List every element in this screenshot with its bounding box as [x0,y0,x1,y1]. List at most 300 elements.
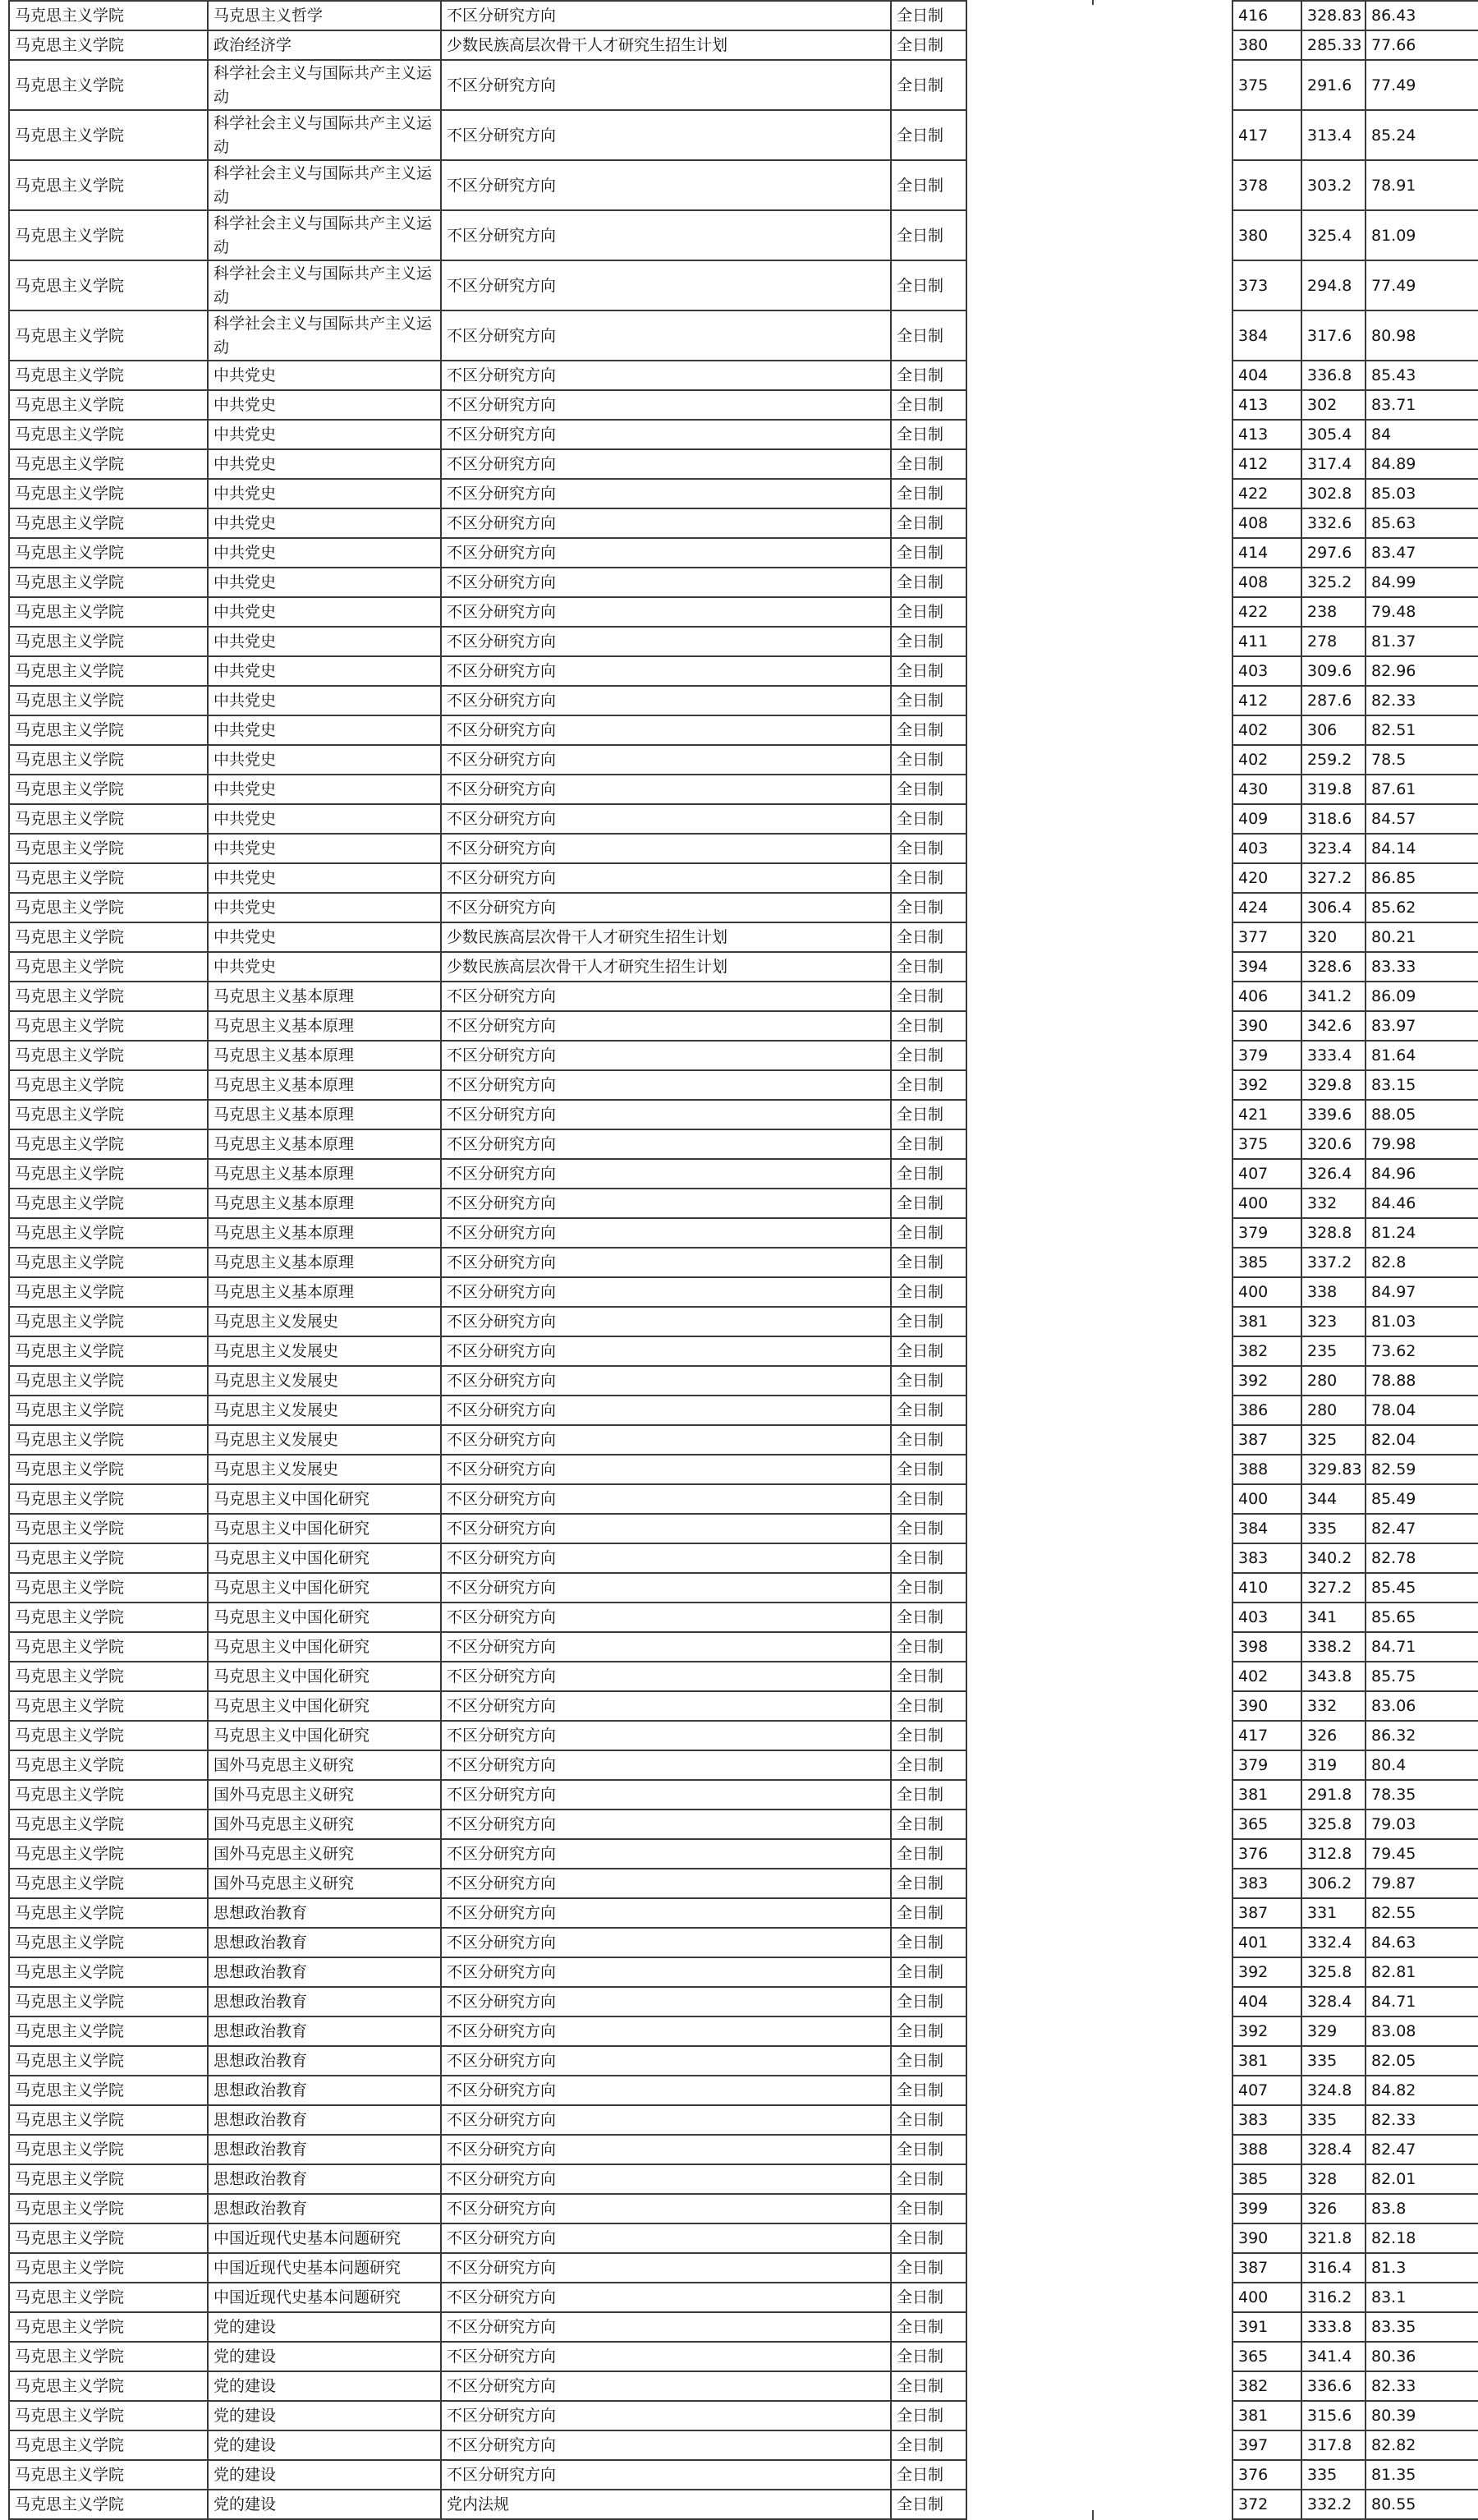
table-row [9,310,966,361]
direction-cell: 不区分研究方向 [441,1159,891,1189]
table-row [1232,2283,1478,2312]
major-cell: 党的建设 [208,2401,441,2430]
final-score-cell: 79.48 [1366,597,1478,627]
initial-score-cell: 235 [1301,1336,1366,1366]
total-score-cell: 380 [1232,30,1301,60]
direction-cell: 不区分研究方向 [441,1248,891,1277]
table-row [1232,1100,1478,1129]
final-score-cell: 86.32 [1366,1721,1478,1750]
initial-score-cell: 339.6 [1301,1100,1366,1129]
college-cell: 马克思主义学院 [9,1484,208,1514]
college-cell: 马克思主义学院 [9,1218,208,1248]
final-score-cell: 85.24 [1366,110,1478,160]
left-data-table [8,0,967,2520]
initial-score-cell: 335 [1301,2105,1366,2135]
major-cell: 国外马克思主义研究 [208,1839,441,1869]
table-row [1232,1810,1478,1839]
study-mode-cell: 全日制 [891,538,966,568]
total-score-cell: 409 [1232,804,1301,834]
table-row [9,2312,966,2342]
study-mode-cell: 全日制 [891,420,966,449]
major-cell: 国外马克思主义研究 [208,1780,441,1810]
initial-score-cell: 323 [1301,1307,1366,1336]
college-cell: 马克思主义学院 [9,1189,208,1218]
direction-cell: 不区分研究方向 [441,1277,891,1307]
direction-cell: 不区分研究方向 [441,1425,891,1455]
college-cell: 马克思主义学院 [9,1721,208,1750]
major-cell: 中共党史 [208,922,441,952]
major-cell: 思想政治教育 [208,1898,441,1928]
final-score-cell: 83.33 [1366,952,1478,982]
major-cell: 中共党史 [208,745,441,775]
table-row [1232,2105,1478,2135]
direction-cell: 不区分研究方向 [441,390,891,420]
study-mode-cell: 全日制 [891,1070,966,1100]
major-cell: 思想政治教育 [208,1957,441,1987]
table-row [9,568,966,597]
total-score-cell: 402 [1232,1662,1301,1691]
initial-score-cell: 338.2 [1301,1632,1366,1662]
final-score-cell: 82.81 [1366,1957,1478,1987]
final-score-cell: 82.78 [1366,1543,1478,1573]
college-cell: 马克思主义学院 [9,1159,208,1189]
direction-cell: 不区分研究方向 [441,1100,891,1129]
study-mode-cell: 全日制 [891,893,966,922]
table-row [1232,538,1478,568]
study-mode-cell: 全日制 [891,2283,966,2312]
major-cell: 马克思主义基本原理 [208,1129,441,1159]
college-cell: 马克思主义学院 [9,1543,208,1573]
major-cell: 政治经济学 [208,30,441,60]
final-score-cell: 77.49 [1366,60,1478,110]
college-cell: 马克思主义学院 [9,390,208,420]
direction-cell: 少数民族高层次骨干人才研究生招生计划 [441,952,891,982]
direction-cell: 不区分研究方向 [441,1307,891,1336]
table-row [1232,361,1478,390]
major-cell: 中共党史 [208,568,441,597]
final-score-cell: 82.01 [1366,2164,1478,2194]
table-row [9,2194,966,2223]
final-score-cell: 78.5 [1366,745,1478,775]
total-score-cell: 400 [1232,1484,1301,1514]
table-row [1232,1336,1478,1366]
direction-cell: 不区分研究方向 [441,1070,891,1100]
college-cell: 马克思主义学院 [9,1041,208,1070]
initial-score-cell: 278 [1301,627,1366,656]
major-cell: 马克思主义发展史 [208,1425,441,1455]
direction-cell: 不区分研究方向 [441,597,891,627]
table-row [9,1425,966,1455]
table-row [1232,1543,1478,1573]
major-cell: 思想政治教育 [208,1987,441,2016]
initial-score-cell: 297.6 [1301,538,1366,568]
final-score-cell: 80.55 [1366,2490,1478,2519]
direction-cell: 不区分研究方向 [441,1957,891,1987]
table-row [1232,2371,1478,2401]
final-score-cell: 82.18 [1366,2223,1478,2253]
major-cell: 国外马克思主义研究 [208,1810,441,1839]
initial-score-cell: 302 [1301,390,1366,420]
college-cell: 马克思主义学院 [9,538,208,568]
college-cell: 马克思主义学院 [9,2283,208,2312]
college-cell: 马克思主义学院 [9,1514,208,1543]
initial-score-cell: 325.8 [1301,1957,1366,1987]
direction-cell: 不区分研究方向 [441,361,891,390]
direction-cell: 不区分研究方向 [441,1041,891,1070]
college-cell: 马克思主义学院 [9,686,208,715]
major-cell: 中共党史 [208,390,441,420]
initial-score-cell: 329.8 [1301,1070,1366,1100]
final-score-cell: 82.33 [1366,2371,1478,2401]
table-row [9,834,966,863]
direction-cell: 不区分研究方向 [441,1987,891,2016]
table-row [1232,627,1478,656]
table-row [9,1573,966,1603]
table-row [1232,2076,1478,2105]
direction-cell: 不区分研究方向 [441,1484,891,1514]
college-cell: 马克思主义学院 [9,110,208,160]
direction-cell: 不区分研究方向 [441,110,891,160]
college-cell: 马克思主义学院 [9,1277,208,1307]
major-cell: 中共党史 [208,686,441,715]
table-row [9,1662,966,1691]
total-score-cell: 384 [1232,1514,1301,1543]
direction-cell: 不区分研究方向 [441,538,891,568]
direction-cell: 不区分研究方向 [441,1129,891,1159]
major-cell: 马克思主义基本原理 [208,982,441,1011]
college-cell: 马克思主义学院 [9,449,208,479]
table-row [1232,922,1478,952]
final-score-cell: 78.91 [1366,160,1478,210]
study-mode-cell: 全日制 [891,508,966,538]
major-cell: 思想政治教育 [208,2046,441,2076]
final-score-cell: 84.89 [1366,449,1478,479]
final-score-cell: 83.97 [1366,1011,1478,1041]
table-row [1232,1070,1478,1100]
study-mode-cell: 全日制 [891,1189,966,1218]
college-cell: 马克思主义学院 [9,2223,208,2253]
initial-score-cell: 317.8 [1301,2430,1366,2460]
right-table-body [1232,1,1478,2519]
study-mode-cell: 全日制 [891,1662,966,1691]
table-row [1232,834,1478,863]
study-mode-cell: 全日制 [891,804,966,834]
major-cell: 中共党史 [208,834,441,863]
initial-score-cell: 316.4 [1301,2253,1366,2283]
total-score-cell: 413 [1232,420,1301,449]
study-mode-cell: 全日制 [891,361,966,390]
final-score-cell: 83.35 [1366,2312,1478,2342]
final-score-cell: 86.43 [1366,1,1478,30]
table-row [1232,1041,1478,1070]
major-cell: 党的建设 [208,2312,441,2342]
table-row [9,2105,966,2135]
major-cell: 马克思主义中国化研究 [208,1691,441,1721]
table-row [9,60,966,110]
major-cell: 马克思主义发展史 [208,1336,441,1366]
direction-cell: 不区分研究方向 [441,568,891,597]
final-score-cell: 84.99 [1366,568,1478,597]
final-score-cell: 81.37 [1366,627,1478,656]
direction-cell: 不区分研究方向 [441,1336,891,1366]
major-cell: 思想政治教育 [208,2016,441,2046]
table-row [9,686,966,715]
table-row [9,2401,966,2430]
table-row [9,1070,966,1100]
initial-score-cell: 305.4 [1301,420,1366,449]
initial-score-cell: 323.4 [1301,834,1366,863]
total-score-cell: 373 [1232,260,1301,310]
college-cell: 马克思主义学院 [9,2401,208,2430]
total-score-cell: 420 [1232,863,1301,893]
total-score-cell: 400 [1232,1277,1301,1307]
table-row [9,2460,966,2490]
major-cell: 中共党史 [208,863,441,893]
final-score-cell: 82.47 [1366,2135,1478,2164]
college-cell: 马克思主义学院 [9,804,208,834]
direction-cell: 不区分研究方向 [441,2401,891,2430]
college-cell: 马克思主义学院 [9,1248,208,1277]
table-row [1232,2164,1478,2194]
direction-cell: 不区分研究方向 [441,1750,891,1780]
initial-score-cell: 319.8 [1301,775,1366,804]
major-cell: 中共党史 [208,715,441,745]
total-score-cell: 387 [1232,2253,1301,2283]
college-cell: 马克思主义学院 [9,1928,208,1957]
study-mode-cell: 全日制 [891,449,966,479]
direction-cell: 不区分研究方向 [441,1011,891,1041]
major-cell: 马克思主义基本原理 [208,1070,441,1100]
direction-cell: 不区分研究方向 [441,1898,891,1928]
direction-cell: 不区分研究方向 [441,2194,891,2223]
initial-score-cell: 291.8 [1301,1780,1366,1810]
major-cell: 党的建设 [208,2342,441,2371]
college-cell: 马克思主义学院 [9,1750,208,1780]
table-row [9,2046,966,2076]
top-cut-marker [1092,0,1094,5]
initial-score-cell: 335 [1301,2046,1366,2076]
college-cell: 马克思主义学院 [9,1780,208,1810]
table-row [1232,1869,1478,1898]
college-cell: 马克思主义学院 [9,1396,208,1425]
college-cell: 马克思主义学院 [9,834,208,863]
table-row [1232,656,1478,686]
final-score-cell: 80.36 [1366,2342,1478,2371]
direction-cell: 不区分研究方向 [441,2105,891,2135]
total-score-cell: 387 [1232,1425,1301,1455]
initial-score-cell: 318.6 [1301,804,1366,834]
table-row [1232,1780,1478,1810]
study-mode-cell: 全日制 [891,1928,966,1957]
final-score-cell: 82.47 [1366,1514,1478,1543]
direction-cell: 不区分研究方向 [441,449,891,479]
major-cell: 党的建设 [208,2371,441,2401]
study-mode-cell: 全日制 [891,260,966,310]
direction-cell: 不区分研究方向 [441,479,891,508]
major-cell: 中国近现代史基本问题研究 [208,2253,441,2283]
table-row [9,1987,966,2016]
initial-score-cell: 287.6 [1301,686,1366,715]
college-cell: 马克思主义学院 [9,922,208,952]
total-score-cell: 422 [1232,479,1301,508]
study-mode-cell: 全日制 [891,1543,966,1573]
initial-score-cell: 333.4 [1301,1041,1366,1070]
college-cell: 马克思主义学院 [9,2460,208,2490]
direction-cell: 不区分研究方向 [441,1691,891,1721]
total-score-cell: 365 [1232,1810,1301,1839]
initial-score-cell: 325 [1301,1425,1366,1455]
initial-score-cell: 329 [1301,2016,1366,2046]
major-cell: 思想政治教育 [208,2194,441,2223]
final-score-cell: 81.03 [1366,1307,1478,1336]
total-score-cell: 402 [1232,715,1301,745]
direction-cell: 不区分研究方向 [441,2460,891,2490]
final-score-cell: 78.35 [1366,1780,1478,1810]
study-mode-cell: 全日制 [891,390,966,420]
table-row [9,2371,966,2401]
table-row [9,715,966,745]
direction-cell: 不区分研究方向 [441,260,891,310]
table-row [1232,1129,1478,1159]
major-cell: 马克思主义发展史 [208,1307,441,1336]
direction-cell: 不区分研究方向 [441,804,891,834]
table-row [9,479,966,508]
table-row [9,1603,966,1632]
direction-cell: 不区分研究方向 [441,310,891,361]
direction-cell: 不区分研究方向 [441,745,891,775]
college-cell: 马克思主义学院 [9,1129,208,1159]
direction-cell: 不区分研究方向 [441,893,891,922]
initial-score-cell: 342.6 [1301,1011,1366,1041]
initial-score-cell: 320.6 [1301,1129,1366,1159]
final-score-cell: 84.57 [1366,804,1478,834]
total-score-cell: 379 [1232,1218,1301,1248]
total-score-cell: 376 [1232,1839,1301,1869]
major-cell: 科学社会主义与国际共产主义运动 [208,110,441,160]
final-score-cell: 83.1 [1366,2283,1478,2312]
college-cell: 马克思主义学院 [9,2194,208,2223]
study-mode-cell: 全日制 [891,1514,966,1543]
major-cell: 马克思主义基本原理 [208,1011,441,1041]
direction-cell: 不区分研究方向 [441,1603,891,1632]
major-cell: 马克思主义中国化研究 [208,1514,441,1543]
study-mode-cell: 全日制 [891,2105,966,2135]
study-mode-cell: 全日制 [891,656,966,686]
total-score-cell: 403 [1232,1603,1301,1632]
study-mode-cell: 全日制 [891,1277,966,1307]
table-row [9,2135,966,2164]
table-row [1232,1484,1478,1514]
table-row [1232,1248,1478,1277]
major-cell: 思想政治教育 [208,2076,441,2105]
final-score-cell: 82.8 [1366,1248,1478,1277]
table-row [9,538,966,568]
total-score-cell: 392 [1232,1366,1301,1396]
total-score-cell: 422 [1232,597,1301,627]
study-mode-cell: 全日制 [891,2164,966,2194]
study-mode-cell: 全日制 [891,110,966,160]
college-cell: 马克思主义学院 [9,60,208,110]
total-score-cell: 400 [1232,1189,1301,1218]
direction-cell: 不区分研究方向 [441,1,891,30]
initial-score-cell: 312.8 [1301,1839,1366,1869]
direction-cell: 不区分研究方向 [441,2312,891,2342]
study-mode-cell: 全日制 [891,1100,966,1129]
initial-score-cell: 280 [1301,1396,1366,1425]
table-row [9,2342,966,2371]
table-row [1232,2460,1478,2490]
total-score-cell: 408 [1232,508,1301,538]
final-score-cell: 84.82 [1366,2076,1478,2105]
table-row [1232,479,1478,508]
table-row [1232,2016,1478,2046]
final-score-cell: 80.39 [1366,2401,1478,2430]
total-score-cell: 402 [1232,745,1301,775]
table-row [1232,1159,1478,1189]
major-cell: 科学社会主义与国际共产主义运动 [208,160,441,210]
college-cell: 马克思主义学院 [9,982,208,1011]
major-cell: 科学社会主义与国际共产主义运动 [208,310,441,361]
table-row [9,1839,966,1869]
initial-score-cell: 325.4 [1301,210,1366,260]
college-cell: 马克思主义学院 [9,260,208,310]
initial-score-cell: 333.8 [1301,2312,1366,2342]
table-row [9,952,966,982]
table-row [9,1366,966,1396]
college-cell: 马克思主义学院 [9,2016,208,2046]
total-score-cell: 424 [1232,893,1301,922]
study-mode-cell: 全日制 [891,2460,966,2490]
total-score-cell: 381 [1232,1307,1301,1336]
table-row [1232,1957,1478,1987]
major-cell: 马克思主义中国化研究 [208,1721,441,1750]
study-mode-cell: 全日制 [891,1011,966,1041]
major-cell: 中共党史 [208,656,441,686]
total-score-cell: 384 [1232,310,1301,361]
direction-cell: 不区分研究方向 [441,775,891,804]
study-mode-cell: 全日制 [891,1129,966,1159]
major-cell: 马克思主义基本原理 [208,1100,441,1129]
final-score-cell: 77.49 [1366,260,1478,310]
final-score-cell: 85.63 [1366,508,1478,538]
initial-score-cell: 331 [1301,1898,1366,1928]
initial-score-cell: 303.2 [1301,160,1366,210]
table-row [9,1159,966,1189]
table-row [1232,686,1478,715]
final-score-cell: 81.3 [1366,2253,1478,2283]
final-score-cell: 83.15 [1366,1070,1478,1100]
final-score-cell: 85.45 [1366,1573,1478,1603]
table-row [1232,2490,1478,2519]
direction-cell: 不区分研究方向 [441,1869,891,1898]
table-row [9,2490,966,2519]
total-score-cell: 383 [1232,1869,1301,1898]
study-mode-cell: 全日制 [891,1721,966,1750]
college-cell: 马克思主义学院 [9,1691,208,1721]
major-cell: 马克思主义基本原理 [208,1218,441,1248]
study-mode-cell: 全日制 [891,2223,966,2253]
table-row [9,775,966,804]
college-cell: 马克思主义学院 [9,745,208,775]
table-row [1232,1514,1478,1543]
right-data-table [1232,0,1478,2520]
college-cell: 马克思主义学院 [9,479,208,508]
total-score-cell: 412 [1232,449,1301,479]
final-score-cell: 81.09 [1366,210,1478,260]
study-mode-cell: 全日制 [891,479,966,508]
total-score-cell: 385 [1232,1248,1301,1277]
major-cell: 马克思主义基本原理 [208,1159,441,1189]
